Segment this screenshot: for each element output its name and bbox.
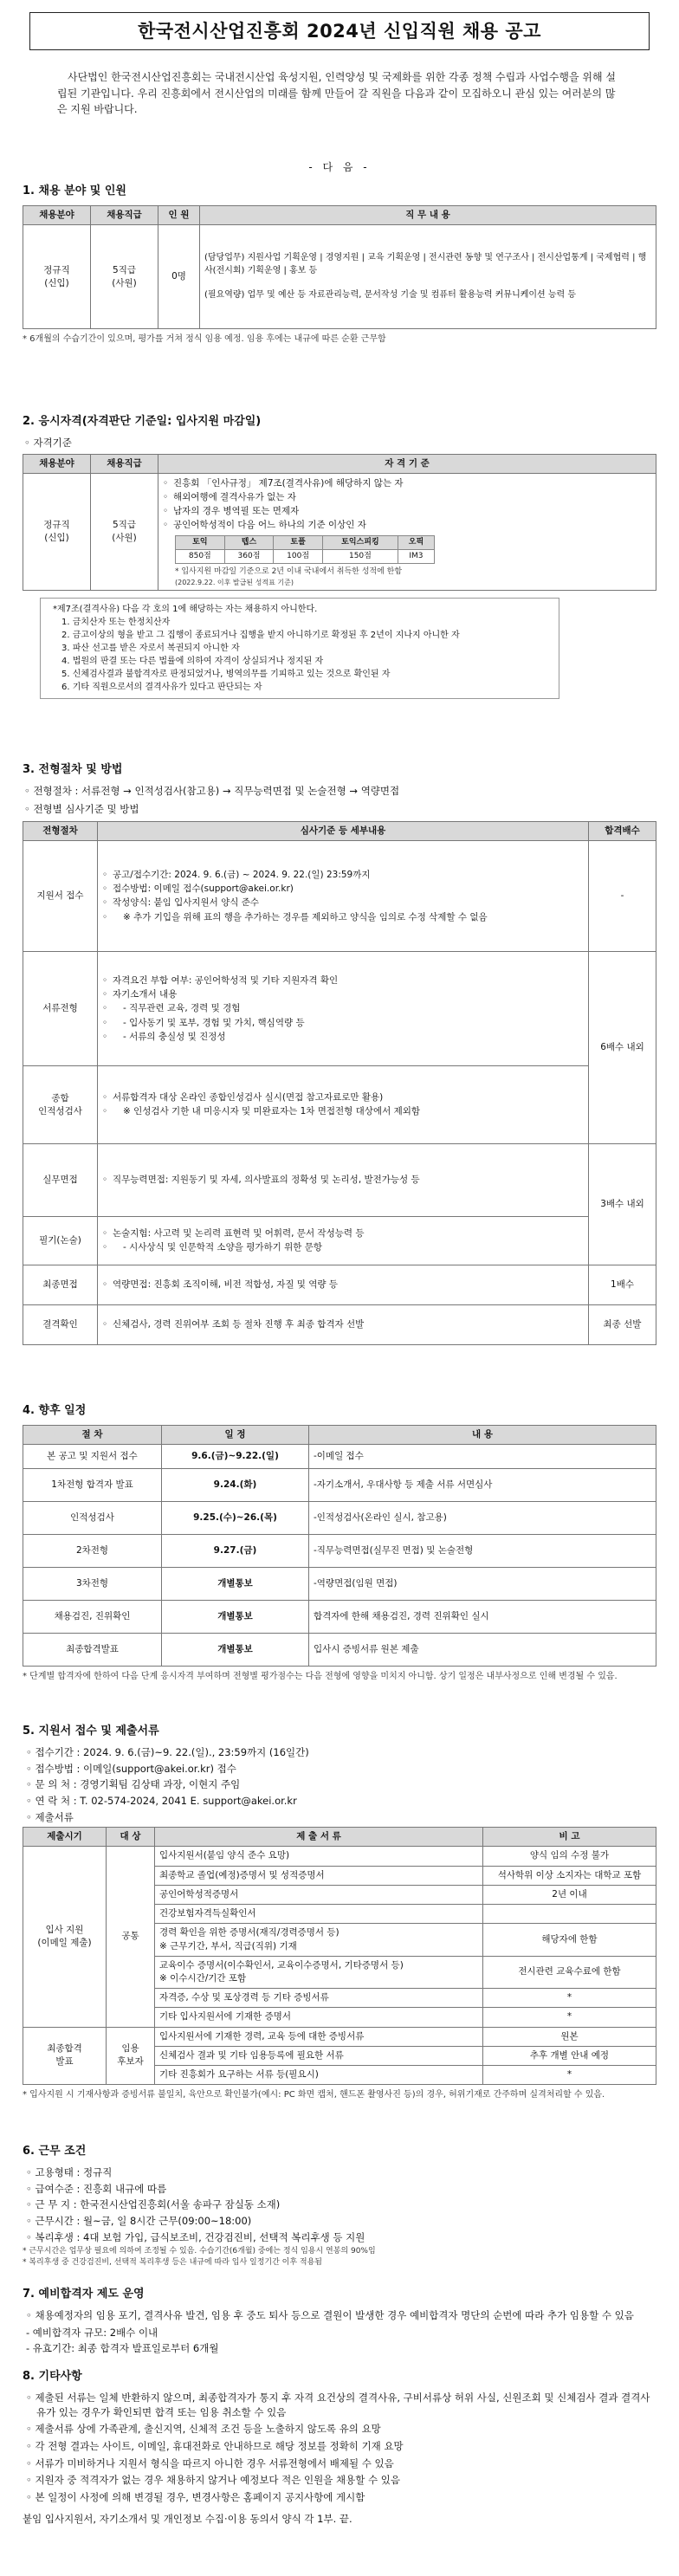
qual-table	[23, 454, 656, 592]
th-rank: 채용직급	[91, 206, 158, 225]
recruit-count: 0명	[158, 225, 200, 329]
section-3	[23, 762, 656, 1345]
step-item: ◦ 서류합격자 대상 온라인 종합인성검사 실시(면접 참고자료로만 활용)	[102, 1091, 584, 1104]
recruit-duty	[200, 225, 656, 329]
th-q-rank: 채용직급	[91, 454, 158, 473]
step-ratio: 3배수 내외	[589, 1144, 656, 1265]
section-7-title: 7. 예비합격자 제도 운영	[23, 2288, 145, 2301]
score-head: 토익스피킹	[322, 535, 398, 549]
step-item: ◦ - 서류의 충실성 및 진정성	[102, 1031, 584, 1044]
sched-content: 합격자에 한해 채용검진, 경력 진위확인 실시	[309, 1601, 656, 1634]
work-welfare: ◦ 복리후생 : 4대 보험 가입, 급식보조비, 건강검진비, 선택적 복리후생 등 지원	[26, 2230, 365, 2243]
doc-name: 기타 진흥회가 요구하는 서류 등(필요시)	[155, 2066, 483, 2085]
section-3-title: 3. 전형절차 및 방법	[23, 763, 123, 776]
recruit-table	[23, 205, 656, 329]
disq-item: 5. 신체검사결과 불합격자로 판정되었거나, 병역의무를 기피하고 있는 것으로 확인된 자	[61, 670, 391, 680]
sched-date: 개별통보	[162, 1634, 309, 1667]
docs-table	[23, 1827, 656, 2085]
doc-name: 신체검사 결과 및 기타 임용등록에 필요한 서류	[155, 2046, 483, 2065]
th-duty: 직 무 내 용	[200, 206, 656, 225]
step-item: ◦ 신체검사, 경력 진위여부 조회 등 절차 진행 후 최종 합격자 선발	[102, 1318, 584, 1331]
score-value: 100점	[274, 549, 323, 563]
doc-name: 최종학교 졸업(예정)증명서 및 성적증명서	[155, 1866, 483, 1885]
sched-content: 입사시 증빙서류 원본 제출	[309, 1634, 656, 1667]
work-type: ◦ 고용형태 : 정규직	[26, 2165, 113, 2178]
doc-remark: 석사학위 이상 소지자는 대학교 포함	[483, 1866, 656, 1885]
disq-item: 3. 파산 선고를 받은 자로서 복권되지 아니한 자	[61, 644, 240, 654]
th-sched-date: 일 정	[162, 1425, 309, 1444]
th-detail: 심사기준 등 세부내용	[98, 822, 589, 841]
disq-item: 6. 기타 직원으로서의 결격사유가 있다고 판단되는 자	[61, 683, 262, 693]
th-target: 대 상	[107, 1828, 155, 1847]
reserve-line: ◦ 채용예정자의 임용 포기, 결격사유 발견, 임용 후 중도 퇴사 등으로 결원이 발생한 경우 예비합격자 명단의 순번에 따라 추가 임용할 수 있음	[26, 2308, 634, 2321]
step-item: ◦ 공고/접수기간: 2024. 9. 6.(금) ~ 2024. 9. 22.(일) 23:59까지	[102, 869, 584, 882]
step-detail	[98, 1305, 589, 1345]
contact-person: ◦ 문 의 처 : 경영기획팀 김상태 과장, 이현지 주임	[26, 1778, 241, 1791]
step-item: ◦ - 직무관련 교육, 경력 및 경험	[102, 1002, 584, 1015]
sched-step: 최종합격발표	[23, 1634, 162, 1667]
step-ratio: 1배수	[589, 1265, 656, 1305]
sched-date: 9.24.(화)	[162, 1469, 309, 1502]
th-docs: 제 출 서 류	[155, 1828, 483, 1847]
qual-item: ◦ 공인어학성적이 다음 어느 하나의 기준 이상인 자	[163, 519, 651, 532]
step-item: ◦ 직무능력면접: 지원동기 및 자세, 의사발표의 정확성 및 논리성, 발전가능성 등	[102, 1174, 584, 1187]
sched-content: -역량면접(임원 면접)	[309, 1568, 656, 1601]
section-8-title: 8. 기타사항	[23, 2370, 82, 2383]
step-detail	[98, 1066, 589, 1144]
final-target: 임용 후보자	[107, 2027, 155, 2085]
th-count: 인 원	[158, 206, 200, 225]
step-name: 결격확인	[23, 1305, 98, 1345]
section-1-title: 1. 채용 분야 및 인원	[23, 184, 126, 198]
step-detail	[98, 952, 589, 1066]
step-name: 서류전형	[23, 952, 98, 1066]
th-sched-step: 절 차	[23, 1425, 162, 1444]
step-ratio: -	[589, 841, 656, 952]
section-4-title: 4. 향후 일정	[23, 1404, 87, 1417]
doc-name: 교육이수 증명서(이수확인서, 교육이수증명서, 기타증명서 등) ※ 이수시간/기간 포함	[155, 1956, 483, 1988]
doc-name: 기타 입사지원서에 기재한 증명서	[155, 2008, 483, 2027]
doc-remark: 해당자에 한함	[483, 1924, 656, 1956]
section-6	[23, 2144, 656, 2269]
work-note: * 근무시간은 업무상 필요에 의하여 조정될 수 있음. 수습기간(6개월) 중에는 정식 임용시 연봉의 90%임	[23, 2247, 376, 2256]
qual-field: 정규직 (신입)	[23, 473, 91, 591]
sched-step: 1차전형 합격자 발표	[23, 1469, 162, 1502]
criteria-line: ◦ 전형별 심사기준 및 방법	[24, 802, 139, 815]
sched-date: 개별통보	[162, 1601, 309, 1634]
recruit-rank: 5직급 (사원)	[91, 225, 158, 329]
sched-date: 9.27.(금)	[162, 1535, 309, 1568]
qual-item: ◦ 남자의 경우 병역필 또는 면제자	[163, 505, 651, 518]
duty-tasks: (담당업무) 지원사업 기획운영 | 경영지원 | 교육 기획운영 | 전시관련 동향 및 연구조사 | 전시산업통계 | 국제협력 | 행사(전시회) 기획운영 | 홍보 등	[204, 253, 647, 275]
doc-remark: *	[483, 2066, 656, 2085]
disq-item: 2. 금고이상의 형을 받고 그 집행이 종료되거나 집행을 받지 아니하기로 확정된 후 2년이 지나지 아니한 자	[61, 631, 460, 641]
step-item: ◦ 접수방법: 이메일 접수(support@akei.or.kr)	[102, 883, 584, 896]
step-item: ◦ 논술지험: 사고력 및 논리력 표현력 및 어휘력, 문서 작성능력 등	[102, 1227, 584, 1240]
sched-step: 2차전형	[23, 1535, 162, 1568]
sched-date: 개별통보	[162, 1568, 309, 1601]
disqualification-box	[40, 598, 559, 699]
step-detail	[98, 841, 589, 952]
doc-remark	[483, 1905, 656, 1924]
doc-name: 자격증, 수상 및 포상경력 등 기타 증빙서류	[155, 1989, 483, 2008]
recruit-field: 정규직 (신입)	[23, 225, 91, 329]
reserve-size: - 예비합격자 규모: 2배수 이내	[26, 2326, 158, 2339]
etc-item: ◦ 서류가 미비하거나 지원서 형식을 따르지 아니한 경우 서류전형에서 배제될 수 있음	[26, 2456, 394, 2469]
score-value: 850점	[176, 549, 225, 563]
work-salary: ◦ 급여수준 : 진흥회 내규에 따름	[26, 2182, 167, 2195]
doc-remark: 전시관련 교육수료에 한함	[483, 1956, 656, 1988]
intro-text: 사단법인 한국전시산업진흥회는 국내전시산업 육성지원, 인력양성 및 국제화를 위한 각종 정책 수립과 사업수행을 위해 설립된 기관입니다. 우리 진흥회에서 전시산업의 미래를 함께 만들어 갈 직원을 다음과 같이 모집하오니 관심 있는 여러분의 많은 지원 바랍니다.	[57, 71, 617, 116]
step-item: ◦ ※ 인성검사 기한 내 미응시자 및 미완료자는 1차 면접전형 대상에서 제외함	[102, 1105, 584, 1118]
score-value: 150점	[322, 549, 398, 563]
reserve-valid: - 유효기간: 최종 합격자 발표일로부터 6개월	[26, 2342, 219, 2355]
step-item: ◦ 자기소개서 내용	[102, 988, 584, 1001]
th-q-criteria: 자 격 기 준	[158, 454, 656, 473]
step-name: 필기(논술)	[23, 1217, 98, 1265]
apply-period: ◦ 접수기간 : 2024. 9. 6.(금)~9. 22.(일)., 23:59까지 (16일간)	[26, 1745, 309, 1758]
doc-name: 건강보험자격득실확인서	[155, 1905, 483, 1924]
sched-date: 9.25.(수)~26.(목)	[162, 1502, 309, 1535]
doc-remark: *	[483, 1989, 656, 2008]
score-head: 토플	[274, 535, 323, 549]
score-value: 360점	[224, 549, 274, 563]
score-note: * 입사지원 마감일 기준으로 2년 이내 국내에서 취득한 성적에 한함	[175, 566, 403, 576]
qual-sub: ◦ 자격기준	[24, 436, 72, 449]
th-remark: 비 고	[483, 1828, 656, 1847]
doc-name: 공인어학성적증명서	[155, 1885, 483, 1904]
th-q-field: 채용분야	[23, 454, 91, 473]
work-hours: ◦ 근무시간 : 월~금, 일 8시간 근무(09:00~18:00)	[26, 2214, 252, 2227]
th-ratio: 합격배수	[589, 822, 656, 841]
score-head: 텝스	[224, 535, 274, 549]
score-head: 오픽	[398, 535, 434, 549]
step-detail	[98, 1265, 589, 1305]
process-line: ◦ 전형절차 : 서류전형 → 인적성검사(참고용) → 직무능력면접 및 논술전형 → 역량면접	[24, 784, 400, 797]
etc-item: ◦ 본 일정이 사정에 의해 변경될 경우, 변경사항은 홈페이지 공지사항에 게시함	[26, 2490, 365, 2503]
doc-remark: 추후 개별 안내 예정	[483, 2046, 656, 2065]
qual-rank: 5직급 (사원)	[91, 473, 158, 591]
section-5	[23, 1724, 656, 2102]
section-2-title: 2. 응시자격(자격판단 기준일: 입사지원 마감일)	[23, 415, 262, 428]
docs-target: 공통	[107, 1847, 155, 2027]
schedule-table	[23, 1425, 656, 1667]
attachment-footer: 붙임 입사지원서, 자기소개서 및 개인정보 수집·이용 동의서 양식 각 1부. 끝.	[23, 2513, 352, 2525]
step-name: 실무면접	[23, 1144, 98, 1217]
sched-step: 채용검진, 진위확인	[23, 1601, 162, 1634]
docs-label: ◦ 제출서류	[26, 1810, 74, 1823]
score-note-2: (2022.9.22. 이후 발급된 성적표 기준)	[175, 578, 294, 586]
etc-item: ◦ 지원자 중 적격자가 없는 경우 채용하지 않거나 예정보다 적은 인원을 채용할 수 있음	[26, 2474, 401, 2487]
duty-skills: (필요역량) 업무 및 예산 등 자료관리능력, 문서작성 기술 및 컴퓨터 활용능력 커뮤니케이션 능력 등	[204, 290, 577, 301]
section-6-title: 6. 근무 조건	[23, 2145, 87, 2158]
th-when: 제출시기	[23, 1828, 107, 1847]
etc-item: ◦ 제출된 서류는 일체 반환하지 않으며, 최종합격자가 통지 후 자격 요건상의 결격사유, 구비서류상 허위 사실, 신원조회 및 신체검사 결과 결격사유가 있는 경우가 확인되면 합격 또는 임용 취소할 수 있음	[26, 2391, 650, 2418]
work-note: * 복리후생 중 건강검진비, 선택적 복리후생 등은 내규에 따라 입사 일정기간 이후 적용됨	[23, 2258, 322, 2268]
doc-remark: *	[483, 2008, 656, 2027]
disq-list	[53, 616, 550, 694]
section-2	[23, 414, 656, 699]
doc-name: 입사지원서에 기재한 경력, 교육 등에 대한 증빙서류	[155, 2027, 483, 2046]
section-4	[23, 1403, 656, 1684]
sched-content: -자기소개서, 우대사항 등 제출 서류 서면심사	[309, 1469, 656, 1502]
etc-item: ◦ 제출서류 상에 가족관계, 출신지역, 신체적 조건 등을 노출하지 않도록 유의 요망	[26, 2423, 381, 2436]
section-1	[23, 160, 656, 346]
sched-step: 인적성검사	[23, 1502, 162, 1535]
doc-remark: 2년 이내	[483, 1885, 656, 1904]
doc-remark: 원본	[483, 2027, 656, 2046]
title-box	[29, 12, 650, 50]
step-detail	[98, 1217, 589, 1265]
th-sched-content: 내 용	[309, 1425, 656, 1444]
docs-when: 입사 지원 (이메일 제출)	[23, 1847, 107, 2027]
qual-item: ◦ 해외여행에 결격사유가 없는 자	[163, 491, 651, 504]
step-name: 최종면접	[23, 1265, 98, 1305]
daum-label: - 다 음 -	[308, 161, 371, 173]
contact-info: ◦ 연 락 처 : T. 02-574-2024, 2041 E. support@akei.or.kr	[26, 1794, 297, 1807]
doc-remark: 양식 임의 수정 불가	[483, 1847, 656, 1866]
qual-criteria	[158, 473, 656, 591]
disq-title: *제7조(결격사유) 다음 각 호의 1에 해당하는 자는 채용하지 아니한다.	[53, 605, 318, 615]
sched-content: -직무능력면접(실무진 면접) 및 논술전형	[309, 1535, 656, 1568]
step-item: ◦ 역량면접: 진흥회 조직이해, 비전 적합성, 자질 및 역량 등	[102, 1278, 584, 1291]
final-when: 최종합격 발표	[23, 2027, 107, 2085]
sched-content: -이메일 접수	[309, 1445, 656, 1469]
doc-name: 입사지원서(붙임 양식 준수 요망)	[155, 1847, 483, 1866]
score-head: 토익	[176, 535, 225, 549]
step-item: ◦ - 입사동기 및 포부, 경험 및 가치, 핵심역량 등	[102, 1017, 584, 1030]
th-step: 전형절차	[23, 822, 98, 841]
section-5-title: 5. 지원서 접수 및 제출서류	[23, 1725, 159, 1738]
step-name: 지원서 접수	[23, 841, 98, 952]
qual-item: ◦ 진흥회 「인사규정」 제7조(결격사유)에 해당하지 않는 자	[163, 477, 651, 490]
etc-item: ◦ 각 전형 결과는 사이트, 이메일, 휴대전화로 안내하므로 해당 정보를 정확히 기재 요망	[26, 2439, 404, 2452]
disq-item: 4. 법원의 판결 또는 다른 법률에 의하여 자격이 상실되거나 정지된 자	[61, 657, 324, 667]
score-table	[175, 535, 435, 564]
section-7	[23, 2287, 656, 2358]
page-title: 한국전시산업진흥회 2024년 신입직원 채용 공고	[138, 20, 541, 42]
sched-content: -인적성검사(온라인 실시, 참고용)	[309, 1502, 656, 1535]
apply-method: ◦ 접수방법 : 이메일(support@akei.or.kr) 접수	[26, 1762, 236, 1775]
step-ratio: 6배수 내외	[589, 952, 656, 1144]
step-item: ◦ 자격요건 부합 여부: 공인어학성적 및 기타 지원자격 확인	[102, 974, 584, 987]
step-item: ◦ 작성양식: 붙임 입사지원서 양식 준수	[102, 896, 584, 909]
step-detail	[98, 1144, 589, 1217]
step-item: ◦ ※ 추가 기입을 위해 표의 행을 추가하는 경우를 제외하고 양식을 임의로 수정 삭제할 수 없음	[102, 911, 584, 924]
sched-date: 9.6.(금)~9.22.(일)	[162, 1445, 309, 1469]
process-table	[23, 821, 656, 1345]
sched-step: 3차전형	[23, 1568, 162, 1601]
step-item: ◦ - 시사상식 및 인문학적 소양을 평가하기 위한 문항	[102, 1241, 584, 1254]
section-4-note: * 단계별 합격자에 한하여 다음 단계 응시자격 부여하며 전형별 평가점수는 다음 전형에 영향을 미치지 아니함. 상기 일정은 내부사정으로 인해 변경될 수 있음.	[23, 1672, 618, 1682]
section-8	[23, 2369, 656, 2508]
score-value: IM3	[398, 549, 434, 563]
sched-step: 본 공고 및 지원서 접수	[23, 1445, 162, 1469]
doc-name: 경력 확인을 위한 증명서(재직/경력증명서 등) ※ 근무기간, 부서, 직급(직위) 기재	[155, 1924, 483, 1956]
work-place: ◦ 근 무 지 : 한국전시산업진흥회(서울 송파구 잠실동 소재)	[26, 2198, 281, 2211]
section-1-note: * 6개월의 수습기간이 있으며, 평가를 거쳐 정식 임용 예정. 임용 후에는 내규에 따른 순환 근무함	[23, 334, 386, 345]
disq-item: 1. 금치산자 또는 한정치산자	[61, 618, 171, 628]
section-5-note: * 입사지원 시 기재사항과 증빙서류 불일치, 육안으로 확인불가(예시: PC 화면 캡처, 핸드폰 촬영사진 등)의 경우, 허위기재로 간주하며 실격처리할 수 있음.	[23, 2090, 605, 2100]
th-field: 채용분야	[23, 206, 91, 225]
step-ratio: 최종 선발	[589, 1305, 656, 1345]
step-name: 종합 인적성검사	[23, 1066, 98, 1144]
